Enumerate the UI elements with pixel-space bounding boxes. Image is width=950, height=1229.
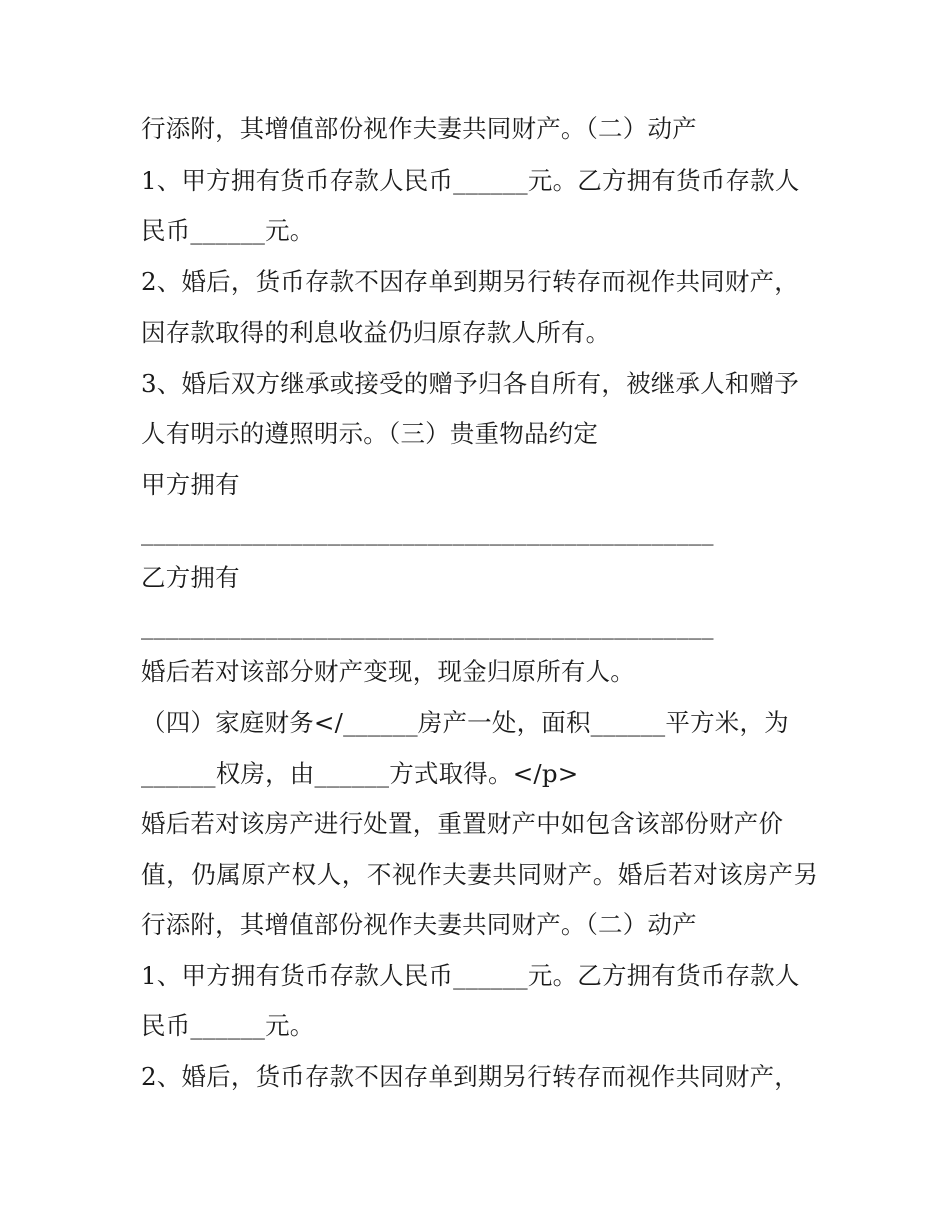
text-line: 1、甲方拥有货币存款人民币______元。乙方拥有货币存款人 [141, 961, 800, 990]
text-line: 值，仍属原产权人，不视作夫妻共同财产。婚后若对该房产另 [141, 860, 819, 889]
text-line: 婚后若对该部分财产变现，现金归原所有人。 [141, 657, 635, 686]
text-line: 2、婚后，货币存款不因存单到期另行转存而视作共同财产， [141, 267, 799, 296]
text-line: ______权房，由______方式取得。</p> [141, 759, 579, 788]
text-line: 1、甲方拥有货币存款人民币______元。乙方拥有货币存款人 [141, 166, 800, 195]
text-line: 行添附，其增值部份视作夫妻共同财产。（二）动产 [141, 114, 697, 143]
blank-underline: ______________________________________________ [141, 611, 714, 640]
text-line: 3、婚后双方继承或接受的赠予归各自所有，被继承人和赠予 [141, 369, 799, 398]
text-line: 民币______元。 [141, 216, 315, 245]
text-line: 行添附，其增值部份视作夫妻共同财产。（二）动产 [141, 910, 697, 939]
text-line: 人有明示的遵照明示。（三）贵重物品约定 [141, 419, 599, 448]
text-line: （四）家庭财务</______房产一处，面积______平方米，为 [141, 708, 789, 737]
text-line: 乙方拥有 [141, 563, 240, 592]
text-line: 2、婚后，货币存款不因存单到期另行转存而视作共同财产， [141, 1062, 799, 1091]
text-line: 民币______元。 [141, 1011, 315, 1040]
text-line: 甲方拥有 [141, 470, 240, 499]
text-line: 婚后若对该房产进行处置，重置财产中如包含该部份财产价 [141, 809, 784, 838]
text-line: 因存款取得的利息收益仍归原存款人所有。 [141, 318, 611, 347]
blank-underline: ______________________________________________ [141, 517, 714, 546]
